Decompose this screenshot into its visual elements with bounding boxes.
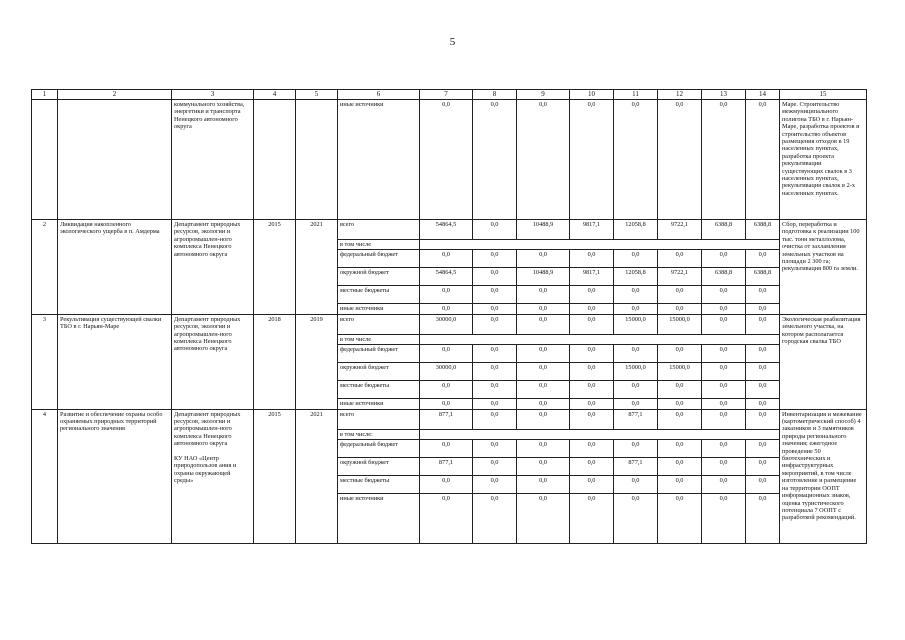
row-number-cell: 4: [32, 409, 58, 543]
executor-cell: Департамент природных ресурсов, экологии и агропромышлен-ного комплекса Ненецкого автономного округа: [172, 220, 254, 315]
value-cell: 0,0: [473, 476, 517, 494]
value-cell: 0,0: [746, 409, 780, 429]
value-cell: 15000,0: [614, 314, 658, 334]
value-cell: 10488,9: [517, 220, 570, 240]
measure-name-cell: Ликвидация накопленного экологического ущерба в п. Амдерма: [58, 220, 172, 315]
value-cell: 0,0: [473, 345, 517, 363]
value-cell: 0,0: [570, 476, 614, 494]
table-row: [32, 314, 867, 334]
value-cell: 0,0: [473, 363, 517, 381]
funding-source-cell: федеральный бюджет: [338, 345, 420, 363]
value-cell: 0,0: [702, 458, 746, 476]
value-cell: 10488,9: [517, 268, 570, 286]
header-row: [32, 90, 867, 100]
header-cell: 4: [254, 90, 296, 100]
value-cell: 0,0: [420, 286, 473, 304]
empty-values-cell: [420, 240, 780, 250]
value-cell: 0,0: [746, 345, 780, 363]
funding-source-cell: в том числе: [338, 334, 420, 344]
header-cell: 10: [570, 90, 614, 100]
value-cell: 0,0: [473, 458, 517, 476]
value-cell: 0,0: [746, 250, 780, 268]
value-cell: 30000,0: [420, 314, 473, 334]
value-cell: 0,0: [473, 220, 517, 240]
value-cell: 0,0: [473, 440, 517, 458]
empty-values-cell: [420, 334, 780, 344]
value-cell: 0,0: [473, 399, 517, 409]
expected-result-cell: Маре. Строительство межмуниципального полигона ТБО в г. Нарьян-Маре, разработка проектов и строительство объектов размещения отходов в 19 населенных пунктах, разработка проекта рекультивации существующих свалок в 3 населенных пунктах, рекультивация свалок в 2-х населенных пунктах.: [780, 100, 867, 220]
value-cell: 6388,8: [746, 268, 780, 286]
header-cell: 6: [338, 90, 420, 100]
value-cell: 0,0: [517, 440, 570, 458]
value-cell: 12058,8: [614, 268, 658, 286]
value-cell: 877,1: [420, 458, 473, 476]
start-year-cell: 2015: [254, 220, 296, 315]
value-cell: 0,0: [658, 399, 702, 409]
end-year-cell: [296, 100, 338, 220]
value-cell: 0,0: [570, 314, 614, 334]
value-cell: 0,0: [570, 399, 614, 409]
value-cell: 6388,8: [702, 268, 746, 286]
value-cell: 0,0: [702, 286, 746, 304]
value-cell: 0,0: [702, 363, 746, 381]
funding-source-cell: в том числе:: [338, 429, 420, 439]
header-cell: 8: [473, 90, 517, 100]
measure-name-cell: Рекультивация существующей свалки ТБО в г. Нарьян-Маре: [58, 314, 172, 409]
value-cell: 0,0: [746, 381, 780, 399]
funding-source-cell: всего: [338, 314, 420, 334]
value-cell: 6388,8: [746, 220, 780, 240]
value-cell: 0,0: [746, 304, 780, 314]
value-cell: 0,0: [702, 440, 746, 458]
header-cell: 9: [517, 90, 570, 100]
header-cell: 12: [658, 90, 702, 100]
value-cell: 0,0: [517, 304, 570, 314]
value-cell: 0,0: [702, 381, 746, 399]
value-cell: 30000,0: [420, 363, 473, 381]
value-cell: 0,0: [517, 345, 570, 363]
value-cell: 54864,5: [420, 220, 473, 240]
header-cell: 3: [172, 90, 254, 100]
measure-name-cell: [58, 100, 172, 220]
value-cell: 0,0: [517, 458, 570, 476]
funding-source-cell: окружной бюджет: [338, 458, 420, 476]
value-cell: 9817,1: [570, 220, 614, 240]
value-cell: 0,0: [746, 100, 780, 220]
value-cell: 0,0: [570, 286, 614, 304]
value-cell: 0,0: [570, 409, 614, 429]
value-cell: 0,0: [658, 494, 702, 544]
value-cell: 0,0: [658, 304, 702, 314]
row-number-cell: [32, 100, 58, 220]
value-cell: 0,0: [746, 476, 780, 494]
value-cell: 0,0: [420, 250, 473, 268]
value-cell: 877,1: [614, 458, 658, 476]
value-cell: 0,0: [614, 494, 658, 544]
value-cell: 0,0: [702, 399, 746, 409]
funding-source-cell: иные источники: [338, 100, 420, 220]
funding-source-cell: местные бюджеты: [338, 381, 420, 399]
table-row: [32, 220, 867, 240]
funding-source-cell: местные бюджеты: [338, 476, 420, 494]
funding-source-cell: иные источники: [338, 304, 420, 314]
value-cell: 0,0: [746, 363, 780, 381]
funding-source-cell: иные источники: [338, 399, 420, 409]
start-year-cell: [254, 100, 296, 220]
header-cell: 7: [420, 90, 473, 100]
value-cell: 0,0: [702, 476, 746, 494]
value-cell: 0,0: [517, 250, 570, 268]
value-cell: 0,0: [517, 381, 570, 399]
value-cell: 0,0: [658, 409, 702, 429]
value-cell: 0,0: [702, 494, 746, 544]
value-cell: 9722,1: [658, 268, 702, 286]
value-cell: 0,0: [570, 304, 614, 314]
executor-cell: Департамент природных ресурсов, экологии и агропромышлен-ного комплекса Ненецкого автономного округа: [172, 314, 254, 409]
value-cell: 0,0: [473, 304, 517, 314]
value-cell: 0,0: [420, 399, 473, 409]
value-cell: 877,1: [420, 409, 473, 429]
end-year-cell: 2021: [296, 409, 338, 543]
value-cell: 0,0: [517, 286, 570, 304]
funding-source-cell: окружной бюджет: [338, 363, 420, 381]
value-cell: 0,0: [570, 458, 614, 476]
value-cell: 0,0: [517, 363, 570, 381]
value-cell: 0,0: [614, 440, 658, 458]
header-cell: 11: [614, 90, 658, 100]
value-cell: 0,0: [658, 286, 702, 304]
funding-source-cell: всего: [338, 409, 420, 429]
end-year-cell: 2021: [296, 220, 338, 315]
header-cell: 2: [58, 90, 172, 100]
end-year-cell: 2019: [296, 314, 338, 409]
funding-source-cell: федеральный бюджет: [338, 440, 420, 458]
page-number: 5: [449, 36, 456, 48]
value-cell: 12058,8: [614, 220, 658, 240]
value-cell: 0,0: [570, 250, 614, 268]
value-cell: 0,0: [614, 399, 658, 409]
value-cell: 0,0: [658, 458, 702, 476]
value-cell: 0,0: [517, 409, 570, 429]
value-cell: 0,0: [614, 476, 658, 494]
value-cell: 0,0: [473, 100, 517, 220]
value-cell: 15000,0: [658, 363, 702, 381]
value-cell: 0,0: [473, 286, 517, 304]
value-cell: 877,1: [614, 409, 658, 429]
value-cell: 0,0: [420, 345, 473, 363]
value-cell: 0,0: [614, 345, 658, 363]
value-cell: 15000,0: [614, 363, 658, 381]
value-cell: 0,0: [517, 314, 570, 334]
value-cell: 0,0: [614, 304, 658, 314]
table-body: [32, 90, 867, 544]
value-cell: 0,0: [420, 304, 473, 314]
executor-cell: коммунального хозяйства, энергетики и транспорта Ненецкого автономного округа: [172, 100, 254, 220]
expected-result-cell: Экологическая реабилитация земельного участка, на котором располагается городская свалка ТБО: [780, 314, 867, 409]
value-cell: 0,0: [658, 440, 702, 458]
value-cell: 0,0: [473, 314, 517, 334]
value-cell: 9722,1: [658, 220, 702, 240]
value-cell: 0,0: [746, 458, 780, 476]
value-cell: 9817,1: [570, 268, 614, 286]
value-cell: 0,0: [658, 250, 702, 268]
value-cell: 0,0: [570, 100, 614, 220]
value-cell: 0,0: [746, 494, 780, 544]
value-cell: 0,0: [658, 345, 702, 363]
value-cell: 0,0: [702, 100, 746, 220]
start-year-cell: 2015: [254, 409, 296, 543]
funding-source-cell: всего: [338, 220, 420, 240]
value-cell: 0,0: [614, 100, 658, 220]
value-cell: 6388,8: [702, 220, 746, 240]
value-cell: 0,0: [420, 494, 473, 544]
empty-values-cell: [420, 429, 780, 439]
value-cell: 0,0: [517, 399, 570, 409]
value-cell: 0,0: [614, 250, 658, 268]
value-cell: 0,0: [420, 100, 473, 220]
executor-cell: Департамент природных ресурсов, экологии и агропромышлен-ного комплекса Ненецкого автономного округа КУ НАО «Центр природопользов ания и охраны окружающей среды»: [172, 409, 254, 543]
value-cell: 0,0: [517, 100, 570, 220]
value-cell: 0,0: [658, 381, 702, 399]
value-cell: 15000,0: [658, 314, 702, 334]
value-cell: 0,0: [746, 399, 780, 409]
value-cell: 0,0: [420, 476, 473, 494]
value-cell: 0,0: [473, 268, 517, 286]
value-cell: 0,0: [746, 314, 780, 334]
program-table: [31, 89, 867, 544]
value-cell: 0,0: [658, 100, 702, 220]
row-number-cell: 3: [32, 314, 58, 409]
value-cell: 0,0: [570, 363, 614, 381]
value-cell: 0,0: [746, 440, 780, 458]
value-cell: 54864,5: [420, 268, 473, 286]
value-cell: 0,0: [570, 494, 614, 544]
funding-source-cell: местные бюджеты: [338, 286, 420, 304]
value-cell: 0,0: [517, 494, 570, 544]
value-cell: 0,0: [570, 345, 614, 363]
value-cell: 0,0: [614, 381, 658, 399]
table-row: [32, 100, 867, 220]
header-cell: 14: [746, 90, 780, 100]
measure-name-cell: Развитие и обеспечение охраны особо охраняемых природных территорий регионального значения: [58, 409, 172, 543]
value-cell: 0,0: [420, 381, 473, 399]
funding-source-cell: иные источники: [338, 494, 420, 544]
value-cell: 0,0: [702, 409, 746, 429]
funding-source-cell: окружной бюджет: [338, 268, 420, 286]
value-cell: 0,0: [473, 381, 517, 399]
funding-source-cell: федеральный бюджет: [338, 250, 420, 268]
header-cell: 15: [780, 90, 867, 100]
value-cell: 0,0: [420, 440, 473, 458]
header-cell: 1: [32, 90, 58, 100]
value-cell: 0,0: [570, 381, 614, 399]
value-cell: 0,0: [702, 304, 746, 314]
value-cell: 0,0: [473, 409, 517, 429]
header-cell: 5: [296, 90, 338, 100]
expected-result-cell: Сбор, переработка и подготовка к реализации 100 тыс. тонн металлолома, очистка от захламления земельных участков на площади 2 300 га; рекультивация 800 га земли.: [780, 220, 867, 315]
expected-result-cell: Инвентаризация и межевание (картометрический способ) 4 заказников и 3 памятников природы регионального значения; ежегодное проведение 50 биотехнических и инфраструктурных мероприятий, в том числе изготовление и размещение на территории ООПТ информационных знаков, оценка туристического потенциала 7 ООПТ с разработкой рекомендаций.: [780, 409, 867, 543]
value-cell: 0,0: [702, 314, 746, 334]
value-cell: 0,0: [702, 345, 746, 363]
value-cell: 0,0: [614, 286, 658, 304]
start-year-cell: 2018: [254, 314, 296, 409]
value-cell: 0,0: [702, 250, 746, 268]
value-cell: 0,0: [517, 476, 570, 494]
table-row: [32, 409, 867, 429]
value-cell: 0,0: [473, 494, 517, 544]
value-cell: 0,0: [746, 286, 780, 304]
value-cell: 0,0: [473, 250, 517, 268]
value-cell: 0,0: [570, 440, 614, 458]
funding-source-cell: в том числе: [338, 240, 420, 250]
row-number-cell: 2: [32, 220, 58, 315]
header-cell: 13: [702, 90, 746, 100]
value-cell: 0,0: [658, 476, 702, 494]
